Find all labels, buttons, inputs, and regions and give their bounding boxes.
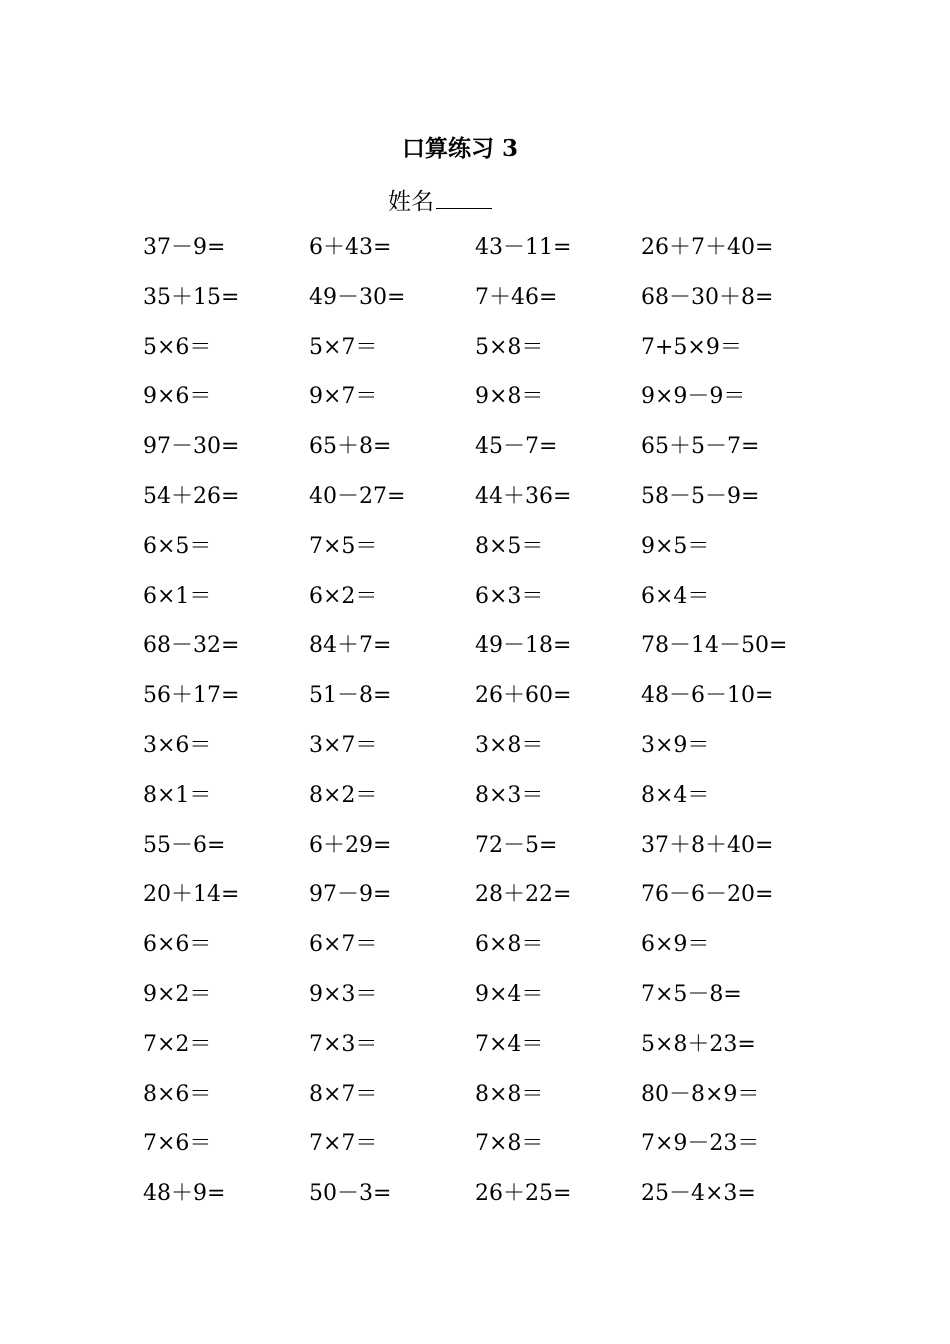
math-problem: 54＋26= bbox=[143, 483, 240, 509]
math-problem: 8×8＝ bbox=[475, 1081, 544, 1107]
problem-row bbox=[143, 332, 823, 382]
math-problem: 6＋43= bbox=[309, 235, 392, 260]
math-problem: 8×4＝ bbox=[641, 782, 710, 808]
math-problem: 7×5＝ bbox=[309, 533, 378, 559]
problem-row bbox=[143, 431, 823, 481]
problem-row bbox=[143, 730, 823, 780]
math-problem: 3×6＝ bbox=[143, 732, 212, 758]
math-problem: 97－30= bbox=[143, 434, 240, 460]
math-problem: 49－18= bbox=[475, 633, 572, 659]
worksheet-title: 口算练习 3 bbox=[401, 135, 518, 162]
math-problem: 68－30＋8= bbox=[641, 284, 774, 310]
math-problem: 9×2＝ bbox=[143, 981, 212, 1007]
math-problem: 6×4＝ bbox=[641, 583, 710, 609]
math-problem: 7×9－23＝ bbox=[641, 1131, 760, 1157]
math-problem: 26＋7＋40= bbox=[641, 235, 774, 260]
problem-row bbox=[143, 780, 823, 830]
math-problem: 9×5＝ bbox=[641, 533, 710, 559]
math-problem: 78－14－50= bbox=[641, 633, 788, 659]
math-problem: 65＋5－7= bbox=[641, 434, 760, 460]
math-problem: 9×7＝ bbox=[309, 384, 378, 410]
problem-row bbox=[143, 1029, 823, 1079]
math-problem: 8×1＝ bbox=[143, 782, 212, 808]
math-problem: 9×9－9＝ bbox=[641, 384, 746, 410]
math-problem: 7×6＝ bbox=[143, 1131, 212, 1157]
math-problem: 7×2＝ bbox=[143, 1031, 212, 1057]
math-problem: 3×7＝ bbox=[309, 732, 378, 758]
problem-row bbox=[143, 282, 823, 332]
math-problem: 7＋46= bbox=[475, 284, 558, 310]
math-problem: 8×5＝ bbox=[475, 533, 544, 559]
math-problem: 65＋8= bbox=[309, 434, 392, 460]
math-problem: 43－11= bbox=[475, 235, 572, 260]
math-problem: 7+5×9＝ bbox=[641, 334, 742, 360]
math-problem: 37＋8＋40= bbox=[641, 832, 774, 858]
math-problem: 3×8＝ bbox=[475, 732, 544, 758]
problem-row bbox=[143, 680, 823, 730]
math-problem: 7×3＝ bbox=[309, 1031, 378, 1057]
math-problem: 84＋7= bbox=[309, 633, 392, 659]
name-label: 姓名 bbox=[388, 189, 434, 215]
math-problem: 50－3= bbox=[309, 1181, 392, 1207]
math-problem: 6×9＝ bbox=[641, 932, 710, 958]
problem-row bbox=[143, 1079, 823, 1129]
math-problem: 8×6＝ bbox=[143, 1081, 212, 1107]
math-problem: 5×8＝ bbox=[475, 334, 544, 360]
math-problem: 49－30= bbox=[309, 284, 406, 310]
math-problem: 7×7＝ bbox=[309, 1131, 378, 1157]
math-problem: 7×5－8= bbox=[641, 981, 742, 1007]
math-problem: 20＋14= bbox=[143, 882, 240, 908]
math-problem: 80－8×9＝ bbox=[641, 1081, 760, 1107]
math-problem: 3×9＝ bbox=[641, 732, 710, 758]
math-problem: 7×4＝ bbox=[475, 1031, 544, 1057]
math-problem: 26＋60= bbox=[475, 683, 572, 709]
problem-row bbox=[143, 1128, 823, 1178]
problem-row bbox=[143, 581, 823, 631]
name-field bbox=[0, 182, 880, 219]
math-problem: 48－6－10= bbox=[641, 683, 774, 709]
math-problem: 44＋36= bbox=[475, 483, 572, 509]
math-problem: 6×5＝ bbox=[143, 533, 212, 559]
problem-row bbox=[143, 531, 823, 581]
problem-row bbox=[143, 630, 823, 680]
math-problem: 9×3＝ bbox=[309, 981, 378, 1007]
math-problem: 45－7= bbox=[475, 434, 558, 460]
math-problem: 6×6＝ bbox=[143, 932, 212, 958]
math-problem: 6＋29= bbox=[309, 832, 392, 858]
math-problem: 56＋17= bbox=[143, 683, 240, 709]
math-problem: 68－32= bbox=[143, 633, 240, 659]
problem-row bbox=[143, 1178, 823, 1228]
math-problem: 28＋22= bbox=[475, 882, 572, 908]
math-problem: 26＋25= bbox=[475, 1181, 572, 1207]
problem-row bbox=[143, 232, 823, 282]
math-problem: 97－9= bbox=[309, 882, 392, 908]
math-problem: 8×3＝ bbox=[475, 782, 544, 808]
math-problem: 7×8＝ bbox=[475, 1131, 544, 1157]
math-problem: 6×3＝ bbox=[475, 583, 544, 609]
math-problem: 9×4＝ bbox=[475, 981, 544, 1007]
math-problem: 37－9= bbox=[143, 235, 226, 260]
math-problem: 72－5= bbox=[475, 832, 558, 858]
math-problem: 8×7＝ bbox=[309, 1081, 378, 1107]
math-problem: 76－6－20= bbox=[641, 882, 774, 908]
math-problem: 6×8＝ bbox=[475, 932, 544, 958]
problem-row bbox=[143, 481, 823, 531]
math-problem: 6×7＝ bbox=[309, 932, 378, 958]
math-problem: 48＋9= bbox=[143, 1181, 226, 1207]
math-problem: 5×8＋23= bbox=[641, 1031, 756, 1057]
name-blank-line bbox=[436, 182, 492, 209]
problem-row bbox=[143, 381, 823, 431]
math-problem: 25－4×3= bbox=[641, 1181, 756, 1207]
math-problem: 55－6= bbox=[143, 832, 226, 858]
math-problem: 35＋15= bbox=[143, 284, 240, 310]
problem-row bbox=[143, 879, 823, 929]
problem-row bbox=[143, 830, 823, 880]
problem-row bbox=[143, 979, 823, 1029]
math-problem: 6×1＝ bbox=[143, 583, 212, 609]
math-problem: 5×7＝ bbox=[309, 334, 378, 360]
math-problem: 51－8= bbox=[309, 683, 392, 709]
problem-grid bbox=[143, 232, 823, 1228]
math-problem: 6×2＝ bbox=[309, 583, 378, 609]
math-problem: 9×8＝ bbox=[475, 384, 544, 410]
math-problem: 8×2＝ bbox=[309, 782, 378, 808]
math-problem: 9×6＝ bbox=[143, 384, 212, 410]
math-problem: 58－5－9= bbox=[641, 483, 760, 509]
math-problem: 40－27= bbox=[309, 483, 406, 509]
math-problem: 5×6＝ bbox=[143, 334, 212, 360]
problem-row bbox=[143, 929, 823, 979]
